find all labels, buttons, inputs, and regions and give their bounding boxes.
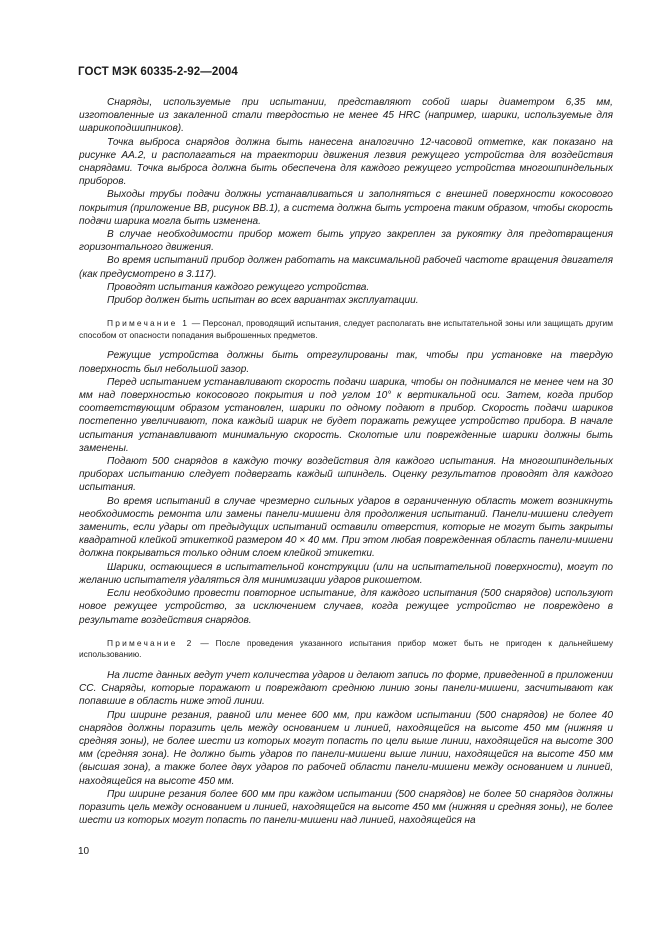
paragraph: Точка выброса снарядов должна быть нанесена аналогично 12-часовой отметке, как показано на рисунке АА.2, и располагаться на траектории движения лезвия режущего устройства для воздействия снарядами. Точка выброса должна быть обеспечена для каждого режущего устройства многошпиндельных приборов. bbox=[79, 136, 613, 188]
paragraph: Если необходимо провести повторное испытание, для каждого испытания (500 снарядов) используют новое режущее устройство, за исключением случаев, когда режущее устройство не повреждено в результате воздействия снарядов. bbox=[79, 588, 613, 626]
note-label: Примечание 1 bbox=[107, 318, 190, 329]
document-body bbox=[79, 96, 613, 827]
paragraph: Перед испытанием устанавливают скорость подачи шарика, чтобы он поднимался не менее чем на 30 мм над поверхностью кокосового покрытия и под углом 10° к вертикальной оси. Затем, когда прибор соответствующим образом установлен, шарики по одному подают в прибор. Скорость подачи шариков постепенно увеличивают, пока каждый шарик не будет поражать режущее устройство прибора. В начале испытания устанавливают минимальную скорость. Сколотые или поврежденные шарики должны быть заменены. bbox=[79, 376, 613, 454]
paragraph: Шарики, остающиеся в испытательной конструкции (или на испытательной поверхности), могут по желанию испытателя удаляться для минимизации ударов рикошетом. bbox=[79, 561, 613, 586]
note-text: — После проведения указанного испытания прибор может быть не пригоден к дальнейшему использованию. bbox=[79, 637, 614, 660]
paragraph: Снаряды, используемые при испытании, представляют собой шары диаметром 6,35 мм, изготовленные из закаленной стали твердостью не менее 45 HRC (например, шарики, используемые для шарикоподшипников). bbox=[79, 97, 613, 135]
paragraph: Подают 500 снарядов в каждую точку воздействия для каждого испытания. На многошпиндельных приборах испытанию следует подвергать каждый шпиндель. Оценку результатов проводят для каждого испытания. bbox=[79, 456, 613, 494]
note-label: Примечание 2 bbox=[107, 637, 194, 648]
paragraph: Во время испытаний прибор должен работать на максимальной рабочей частоте вращения двигателя (как предусмотрено в 3.117). bbox=[79, 255, 613, 280]
paragraph: Выходы трубы подачи должны устанавливаться и заполняться с внешней поверхности кокосового покрытия (приложение ВВ, рисунок ВВ.1), а система должна быть устроена таким образом, чтобы скорость подачи шарика могла быть изменена. bbox=[79, 189, 613, 227]
paragraph: На листе данных ведут учет количества ударов и делают запись по форме, приведенной в приложении СС. Снаряды, которые поражают и повреждают среднюю линию зоны панели-мишени, засчитывают как попавшие в область ниже этой линии. bbox=[79, 669, 613, 708]
paragraph: Прибор должен быть испытан во всех вариантах эксплуатации. bbox=[107, 295, 419, 307]
paragraph: Режущие устройства должны быть отрегулированы так, чтобы при установке на твердую поверхность был небольшой зазор. bbox=[79, 350, 613, 375]
paragraph: При ширине резания более 600 мм при каждом испытании (500 снарядов) не более 50 снарядов должны поразить цель между основанием и линией, находящейся на высоте 450 мм (нижняя и средняя зоны), не более шести из которых могут попасть по панели-мишени над линией, находящейся на bbox=[79, 788, 613, 827]
document-header: ГОСТ МЭК 60335-2-92—2004 bbox=[78, 66, 238, 78]
note-2 bbox=[79, 638, 613, 661]
note-1 bbox=[79, 318, 613, 341]
paragraph: В случае необходимости прибор может быть упруго закреплен за рукоятку для предотвращения горизонтального движения. bbox=[79, 229, 613, 254]
paragraph: Во время испытаний в случае чрезмерно сильных ударов в ограниченную область может возникнуть необходимость ремонта или замены панели-мишени для продолжения испытаний. Панели-мишени следует заменить, если удары от предыдущих испытаний оставили отверстия, которые не могут быть закрыты квадратной клейкой этикеткой размером 40 × 40 мм. При этом любая поврежденная область панели-мишени должна покрываться только одним слоем клейкой этикетки. bbox=[79, 495, 613, 560]
page-number: 10 bbox=[78, 846, 90, 857]
paragraph: Проводят испытания каждого режущего устройства. bbox=[107, 281, 370, 293]
note-text: — Персонал, проводящий испытания, следует располагать вне испытательной зоны или защищать другим способом от опасности попадания выброшенных предметов. bbox=[79, 318, 613, 340]
paragraph: При ширине резания, равной или менее 600 мм, при каждом испытании (500 снарядов) не более 40 снарядов должны поразить цель между основанием и линией, находящейся на высоте 450 мм (нижняя и средняя зоны), не более шести из которых могут попасть по цели выше линии, находящейся на высоте 300 мм (средняя зона). Не должно быть ударов по панели-мишени выше линии, находящейся на высоте 450 мм (высшая зона), а также более двух ударов по рабочей области панели-мишени между основанием и линией, находящейся на высоте 450 мм. bbox=[79, 709, 613, 787]
